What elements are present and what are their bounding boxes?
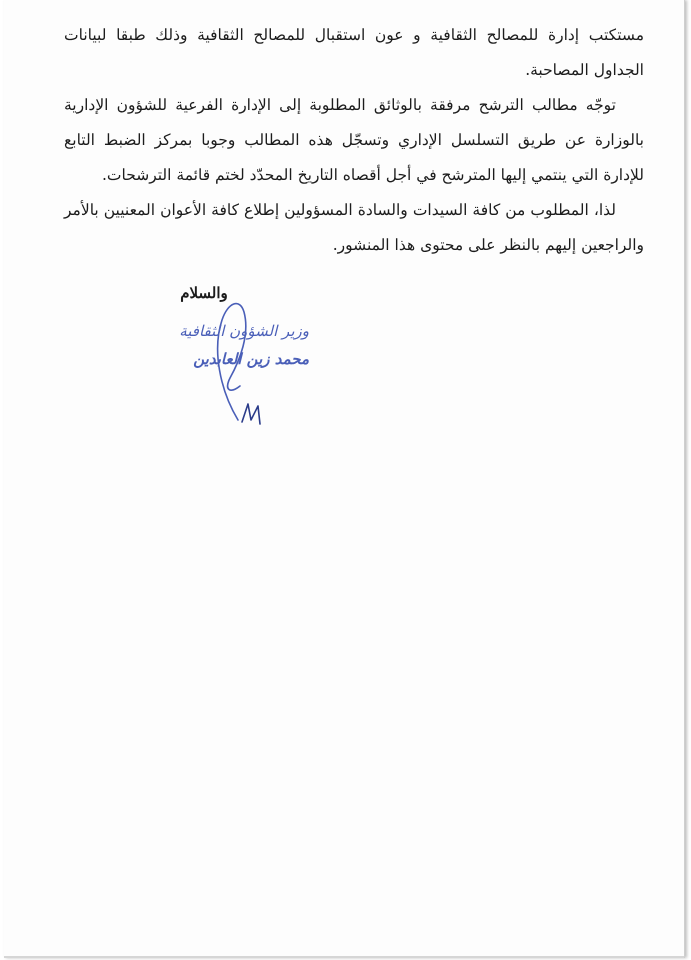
- document-body: [64, 18, 644, 263]
- stamp-name: محمد زين العابدين: [193, 350, 309, 368]
- minister-stamp: [129, 318, 309, 374]
- page-bottom-edge: [4, 956, 684, 958]
- paragraph-request-to-inform: لذا، المطلوب من كافة السيدات والسادة المسؤولين إطلاع كافة الأعوان المعنيين بالأمر والراجعين إليهم بالنظر على محتوى هذا المنشور.: [64, 201, 644, 254]
- paragraph-application-procedure: توجّه مطالب الترشح مرفقة بالوثائق المطلوبة إلى الإدارة الفرعية للشؤون الإدارية بالوزارة عن طريق التسلسل الإداري وتسجّل هذه المطالب وجوبا بمركز الضبط التابع للإدارة التي ينتمي إليها المترشح في أجل أقصاه التاريخ المحدّد لختم قائمة الترشحات.: [64, 96, 644, 184]
- stamp-title: وزير الشؤون الثقافية: [179, 322, 309, 340]
- document-page: [4, 0, 685, 958]
- paragraph-positions-list: مستكتب إدارة للمصالح الثقافية و عون استقبال للمصالح الثقافية وذلك طبقا لبيانات الجداول المصاحبة.: [64, 26, 644, 79]
- closing-salutation: والسلام: [180, 284, 228, 302]
- initials-mark: [238, 398, 268, 428]
